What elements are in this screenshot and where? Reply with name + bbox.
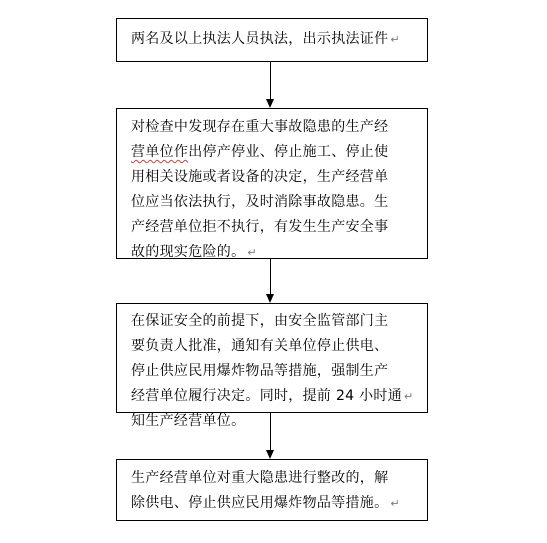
step-text-line [131,27,427,52]
arrow-down-icon [266,294,274,303]
step-text-line [131,240,427,265]
step-text-line: 生产经营单位对重大隐患进行整改的，解 [131,470,389,486]
step-text-line: 产经营单位拒不执行，有发生生产安全事 [131,219,389,235]
step-text-line [131,384,427,409]
arrow-down-icon [266,450,274,459]
arrow-down-icon [266,99,274,108]
connector-line [270,62,271,100]
paragraph-mark-icon: ↵ [390,497,400,510]
step-text-line: 知生产经营单位。 [131,413,246,429]
step-text-line [131,491,427,516]
step-text-line: 用相关设施或者设备的决定，生产经营单 [131,169,389,185]
connector-line [270,413,271,451]
step-text: 故的现实危险的。 [131,244,246,260]
step-text-line: 在保证安全的前提下，由安全监管部门主 [131,313,389,329]
step-text: 除供电、停止供应民用爆炸物品等措施。 [131,495,389,511]
step-text: 经营单位履行决定。同时，提前 24 小时通 [131,388,403,404]
step-text: 两名及以上执法人员执法，出示执法证件 [131,31,389,47]
step-text-line: 要负责人批准，通知有关单位停止供电、 [131,338,389,354]
flow-step-enforce-measures [116,303,428,429]
paragraph-mark-icon: ↵ [404,390,414,403]
flow-step-lift-measures [116,459,428,521]
flow-step-present-credentials [116,18,428,62]
spellcheck-text: 营单位作 [131,144,189,160]
paragraph-mark-icon: ↵ [247,246,257,259]
step-text-line: 停止供应民用爆炸物品等措施，强制生产 [131,363,389,379]
paragraph-mark-icon: ↵ [390,33,400,46]
connector-line [270,259,271,295]
flow-step-order-suspension [116,108,428,259]
step-text-line: 位应当依法执行，及时消除事故隐患。生 [131,194,389,210]
step-text-line: 营单位作出停产停业、停止施工、停止使 [131,144,389,160]
step-text-line: 对检查中发现存在重大事故隐患的生产经 [131,119,389,135]
